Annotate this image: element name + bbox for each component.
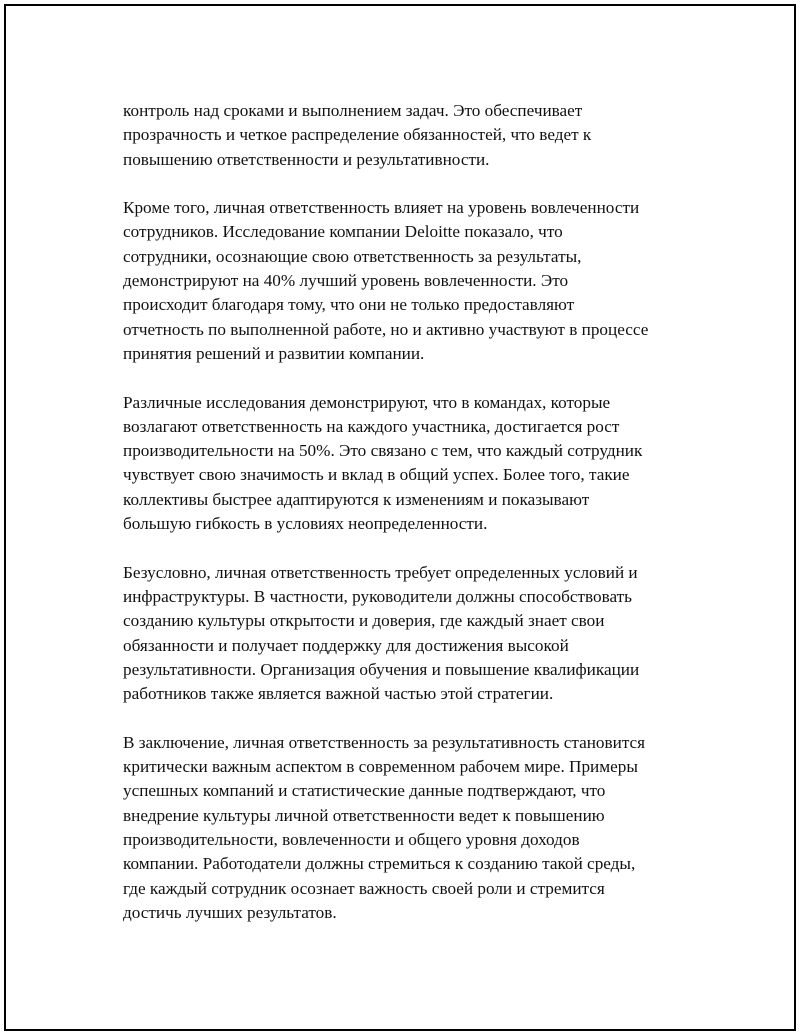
paragraph-4 <box>123 561 703 707</box>
text-line: возлагают ответственность на каждого участника, достигается рост <box>123 416 620 436</box>
text-line: созданию культуры открытости и доверия, где каждый знает свои <box>123 611 605 631</box>
text-line: где каждый сотрудник осознает важность своей роли и стремится <box>123 878 605 898</box>
text-line: сотрудников. Исследование компании Deloitte показало, что <box>123 222 563 242</box>
text-line: Безусловно, личная ответственность требует определенных условий и <box>123 562 638 582</box>
text-line: достичь лучших результатов. <box>123 902 337 922</box>
text-line: Различные исследования демонстрируют, что в командах, которые <box>123 392 611 412</box>
text-line: сотрудники, осознающие свою ответственность за результаты, <box>123 246 582 266</box>
text-line: производительности, вовлеченности и общего уровня доходов <box>123 829 580 849</box>
text-line: чувствует свою значимость и вклад в общий успех. Более того, такие <box>123 465 630 485</box>
text-line: обязанности и получает поддержку для достижения высокой <box>123 635 569 655</box>
text-line: работников также является важной частью этой стратегии. <box>123 684 554 704</box>
text-line: демонстрируют на 40% лучший уровень вовлеченности. Это <box>123 271 569 291</box>
page-frame <box>4 4 796 1031</box>
text-line: результативности. Организация обучения и повышение квалификации <box>123 659 640 679</box>
text-line: происходит благодаря тому, что они не только предоставляют <box>123 295 575 315</box>
text-line: компании. Работодатели должны стремиться к созданию такой среды, <box>123 854 636 874</box>
paragraph-1 <box>123 99 703 172</box>
text-line: В заключение, личная ответственность за результативность становится <box>123 732 646 752</box>
text-line: отчетность по выполненной работе, но и активно участвуют в процессе <box>123 319 649 339</box>
text-line: успешных компаний и статистические данные подтверждают, что <box>123 781 606 801</box>
text-line: Кроме того, личная ответственность влияет на уровень вовлеченности <box>123 198 640 218</box>
text-line: контроль над сроками и выполнением задач. Это обеспечивает <box>123 101 583 120</box>
text-line: инфраструктуры. В частности, руководители должны способствовать <box>123 586 632 606</box>
paragraph-2 <box>123 196 703 366</box>
document-body <box>123 99 703 949</box>
text-line: принятия решений и развитии компании. <box>123 343 425 363</box>
text-line: повышению ответственности и результативности. <box>123 149 490 169</box>
paragraph-5 <box>123 731 703 925</box>
text-line: критически важным аспектом в современном рабочем мире. Примеры <box>123 757 638 777</box>
text-line: коллективы быстрее адаптируются к изменениям и показывают <box>123 489 590 509</box>
text-line: большую гибкость в условиях неопределенности. <box>123 514 488 534</box>
text-line: прозрачность и четкое распределение обязанностей, что ведет к <box>123 125 592 145</box>
text-line: производительности на 50%. Это связано с тем, что каждый сотрудник <box>123 441 643 461</box>
paragraph-3 <box>123 391 703 537</box>
text-line: внедрение культуры личной ответственности ведет к повышению <box>123 805 605 825</box>
